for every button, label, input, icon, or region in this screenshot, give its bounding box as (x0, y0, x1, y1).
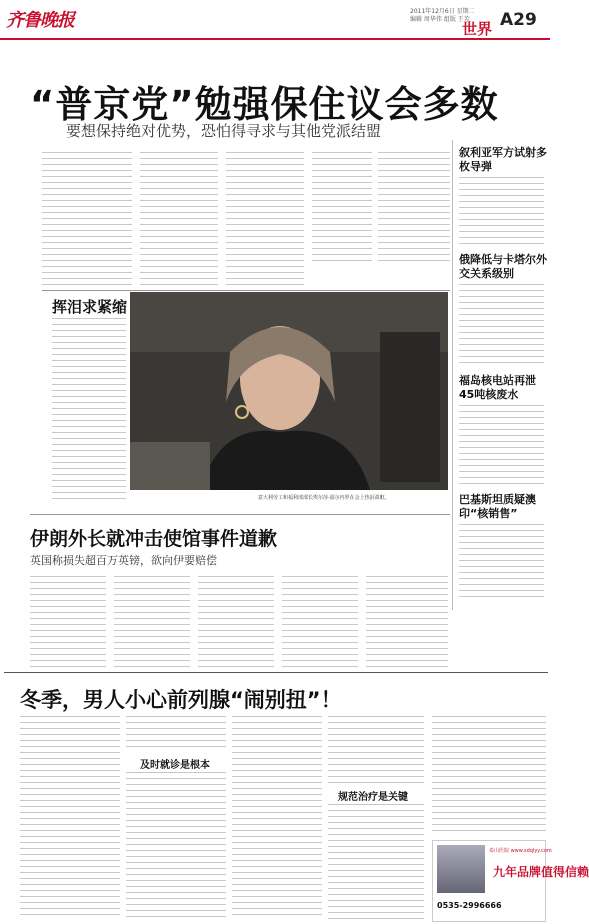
hospital-ad (432, 840, 589, 922)
brief-title: 俄降低与卡塔尔外交关系级别 (459, 253, 547, 280)
brief-body (459, 177, 544, 247)
kicker-tearful-austerity: 挥泪求紧缩 (52, 298, 128, 316)
brief-title: 福岛核电站再泄45吨核废水 (459, 374, 536, 401)
article-column (114, 576, 190, 668)
subhead-iran-apology: 英国称损失超百万英镑，欲向伊要赔偿 (30, 554, 217, 567)
section-label: 世界 (462, 20, 493, 38)
article-column (126, 772, 226, 920)
masthead (0, 0, 550, 40)
article-column (432, 716, 546, 836)
brief-title: 巴基斯坦质疑澳印“核销售” (459, 493, 536, 520)
page-number: A29 (500, 10, 537, 30)
divider (4, 672, 548, 673)
article-column (328, 716, 424, 784)
newspaper-logo: 齐鲁晚报 (6, 10, 74, 31)
date-line-2: 编辑 周华伟 组版 王芳 (410, 16, 470, 23)
headline-prostate: 冬季，男人小心前列腺“闹别扭”！ (20, 688, 342, 712)
article-column (226, 152, 304, 286)
article-column (282, 576, 358, 668)
brief-body (459, 405, 544, 487)
article-column (312, 152, 372, 262)
hospital-building-icon (437, 845, 485, 893)
article-column (366, 576, 448, 668)
article-column (126, 716, 226, 752)
subsection-timely-care: 及时就诊是根本 (140, 760, 210, 771)
article-column (232, 716, 322, 920)
brief-title: 叙利亚军方试射多枚导弹 (459, 146, 547, 173)
news-brief-sidebar (452, 140, 548, 610)
news-photo (130, 292, 448, 490)
divider (42, 290, 450, 291)
article-column (140, 152, 218, 286)
headline-putin-party: “普京党”勉强保住议会多数 (30, 83, 499, 126)
divider (30, 514, 450, 515)
brief-body (459, 284, 544, 368)
article-column (20, 716, 120, 920)
article-column (52, 318, 126, 500)
ad-logo: 泰山医院 www.sdqlyy.com (489, 848, 552, 854)
photo-caption: 意大利劳工和福利部部长埃尔莎·福尔内罗在会上热泪盈眶。 (258, 495, 390, 501)
ad-phone: 0535-2996666 (437, 901, 502, 910)
photo-minister-icon (130, 292, 448, 490)
article-column (42, 152, 132, 286)
headline-iran-apology: 伊朗外长就冲击使馆事件道歉 (30, 528, 278, 550)
ad-slogan: 九年品牌值得信赖 (493, 865, 589, 879)
article-column (328, 804, 424, 920)
subhead-putin-party: 要想保持绝对优势，恐怕得寻求与其他党派结盟 (66, 122, 382, 140)
date-line-1: 2011年12月6日 星期二 (410, 8, 475, 15)
article-column (378, 152, 450, 262)
article-column (30, 576, 106, 668)
article-column (198, 576, 274, 668)
brief-body (459, 524, 544, 598)
subsection-standard-treatment: 规范治疗是关键 (338, 792, 408, 803)
